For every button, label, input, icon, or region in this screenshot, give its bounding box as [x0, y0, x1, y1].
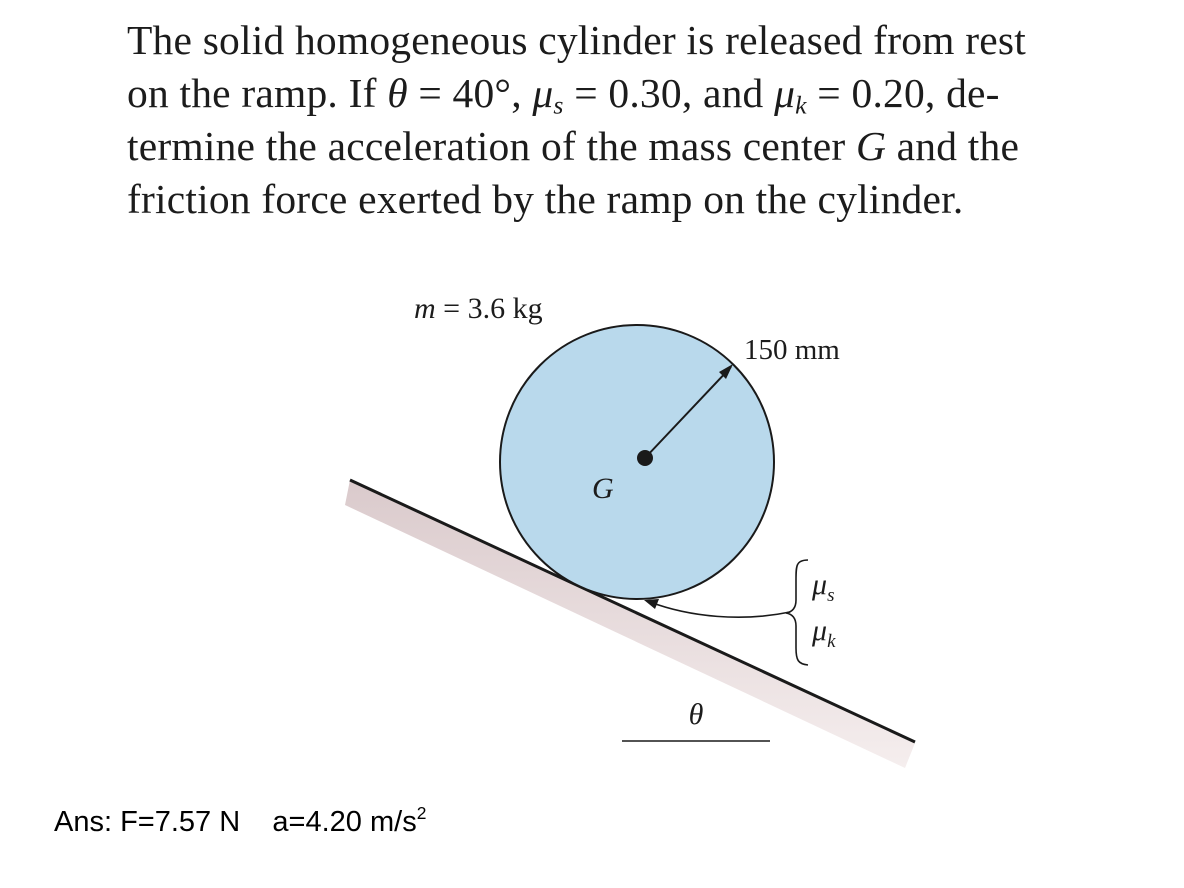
mass-label: m = 3.6 kg: [414, 292, 543, 325]
answer-force: Ans: F=7.57 N: [54, 806, 241, 838]
friction-pointer-arrowhead: [644, 599, 659, 609]
mu-k-label: $\mu_k$: [812, 614, 836, 652]
mass-center-label: G: [592, 472, 614, 505]
answer-acceleration: a=4.20 $m/s^2$: [272, 802, 427, 838]
friction-pointer-arrow: [650, 602, 790, 617]
problem-line-1: The solid homogeneous cylinder is released from rest: [127, 17, 1026, 63]
problem-line-3: termine the acceleration of the mass center G and the: [127, 123, 1020, 169]
mass-center-dot: [637, 450, 653, 466]
radius-label: 150 mm: [744, 334, 840, 366]
cylinder: [500, 325, 774, 599]
mu-s-label: $\mu_s$: [812, 568, 835, 606]
problem-line-4: friction force exerted by the ramp on the cylinder.: [127, 176, 964, 222]
problem-line-2: on the ramp. If θ = 40°, $\mu_s = 0.30$, and $\mu_k = 0.20$, de-: [127, 70, 1000, 120]
friction-coefficient-brace: [786, 560, 808, 665]
answer-line: [54, 802, 427, 839]
angle-theta-label: θ: [688, 698, 704, 731]
